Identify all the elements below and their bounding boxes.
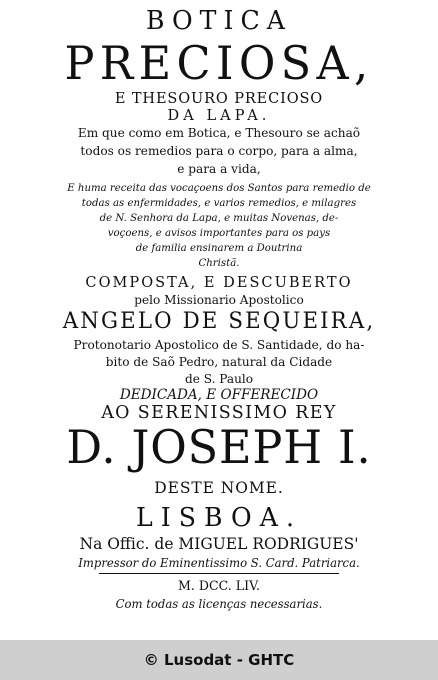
imprint-city: LISBOA. xyxy=(135,503,303,533)
composed-heading: COMPOSTA, E DESCUBERTO xyxy=(85,273,353,291)
title-line-thesouro: E THESOURO PRECIOSO xyxy=(114,89,324,107)
composed-by-line: pelo Missionario Apostolico xyxy=(134,292,304,307)
description-line: Christã. xyxy=(198,257,240,269)
imprint-year: M. DCC. LIV. xyxy=(177,579,261,594)
dedicatee-line: AO SERENISSIMO REY xyxy=(101,402,337,423)
imprint-rule xyxy=(99,573,339,574)
king-name: D. JOSEPH I. xyxy=(66,420,372,474)
imprint-license: Com todas as licenças necessarias. xyxy=(115,597,323,611)
dedication-line: DEDICADA, E OFFERECIDO xyxy=(119,387,319,403)
description-line: voçoens, e avisos importantes para os pays xyxy=(107,227,331,239)
author-title-line: bito de Saõ Pedro, natural da Cidade xyxy=(105,354,333,369)
title-line-preciosa: PRECIOSA, xyxy=(64,36,374,90)
description-line: todas as enfermidades, e varios remedios, e milagres xyxy=(81,197,357,209)
imprint-printer: Na Offic. de MIGUEL RODRIGUES' xyxy=(79,534,359,553)
copyright-text: © Lusodat - GHTC xyxy=(143,651,295,669)
description-line: de N. Senhora da Lapa, e muitas Novenas, de- xyxy=(99,212,339,224)
description-line: E huma receita das vocaçoens dos Santos para remedio de xyxy=(67,182,371,194)
subtitle-line: todos os remedios para o corpo, para a alma, xyxy=(80,143,358,158)
subtitle-line: e para a vida, xyxy=(177,161,261,176)
author-name: ANGELO DE SEQUEIRA, xyxy=(62,309,376,334)
description-line: de familia ensinarem a Doutrina xyxy=(135,242,303,254)
copyright-footer xyxy=(0,640,438,680)
king-suffix: DESTE NOME. xyxy=(154,478,284,497)
title-line-botica: BOTICA xyxy=(145,6,293,36)
subtitle-line: Em que como em Botica, e Thesouro se achaõ xyxy=(77,125,361,140)
imprint-printer-title: Impressor do Eminentissimo S. Card. Patriarca. xyxy=(78,556,360,570)
title-line-lapa: DA LAPA. xyxy=(167,106,271,124)
author-title-line: de S. Paulo xyxy=(184,371,254,386)
author-title-line: Protonotario Apostolico de S. Santidade, do ha- xyxy=(73,337,365,352)
